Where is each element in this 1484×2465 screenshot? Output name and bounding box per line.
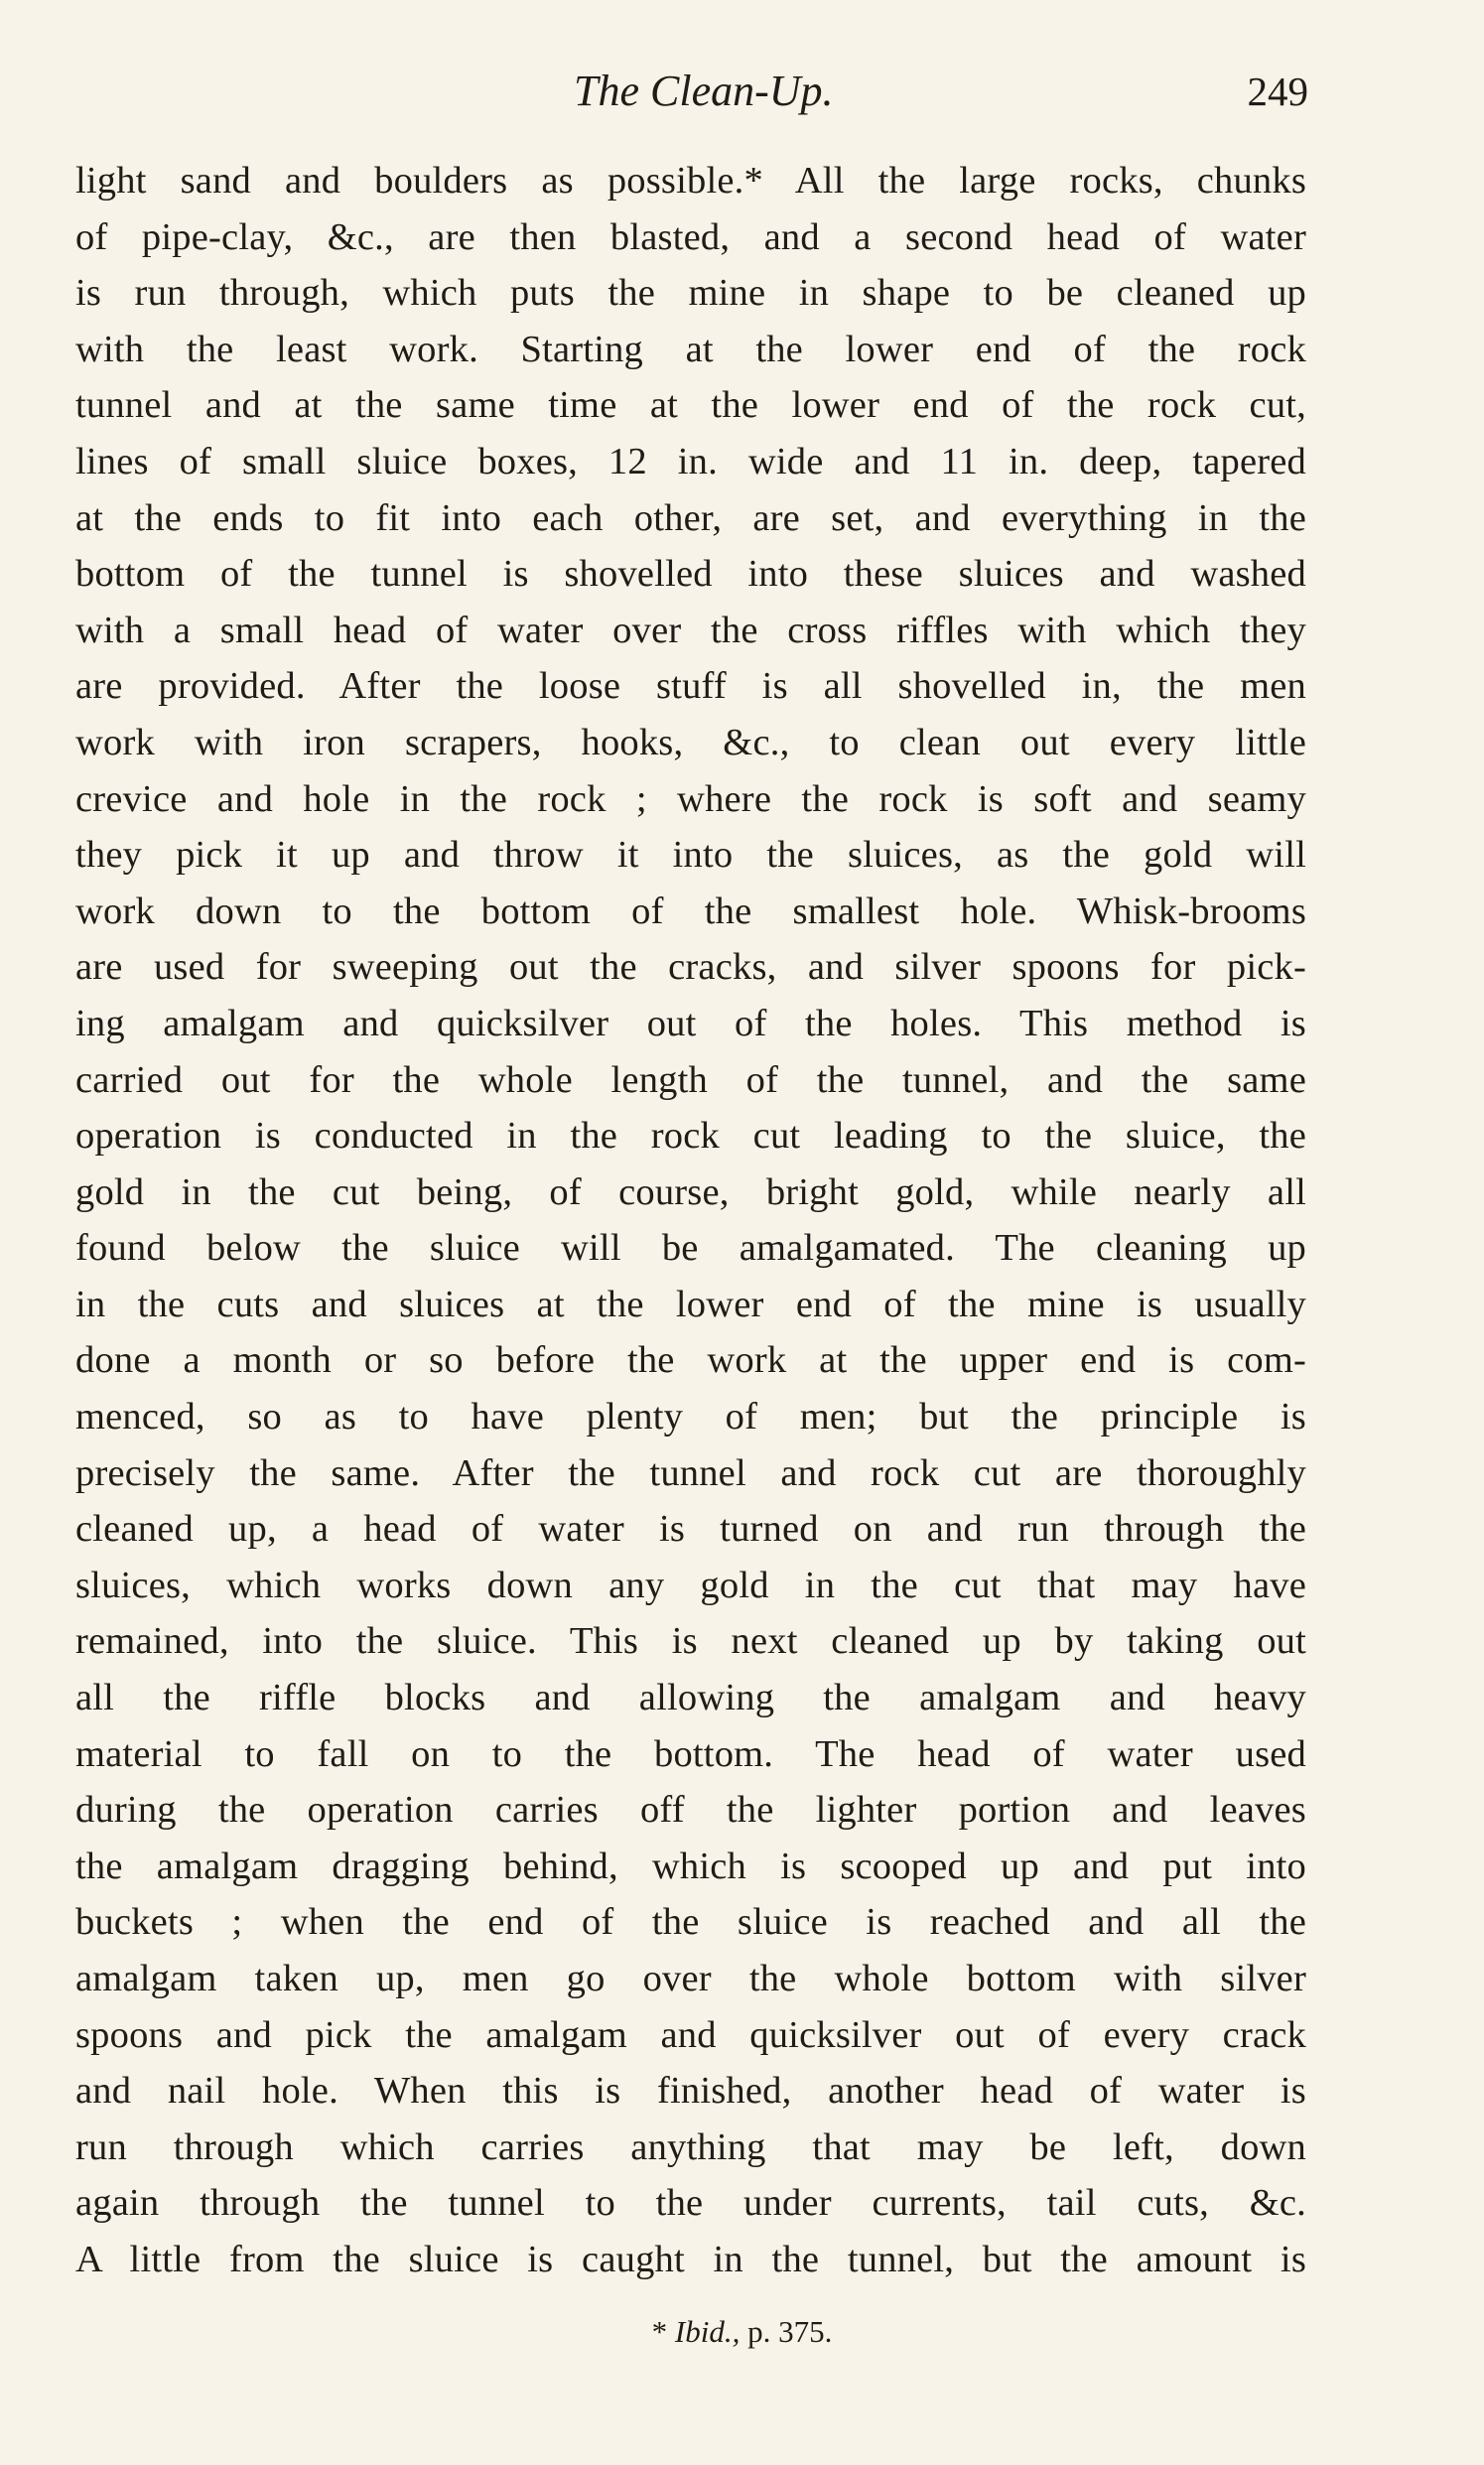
text-line: precisely the same. After the tunnel and rock cut are thoroughly	[75, 1451, 1306, 1494]
text-line: remained, into the sluice. This is next cleaned up by taking out	[75, 1620, 1306, 1663]
text-line: lines of small sluice boxes, 12 in. wide and 11 in. deep, tapered	[75, 440, 1306, 482]
text-line: done a month or so before the work at the upper end is com-	[75, 1339, 1306, 1382]
text-line: and nail hole. When this is finished, another head of water is	[75, 2070, 1306, 2113]
text-line: carried out for the whole length of the tunnel, and the same	[75, 1058, 1306, 1101]
text-line: tunnel and at the same time at the lower end of the rock cut,	[75, 384, 1306, 427]
running-head	[77, 62, 1308, 121]
text-line: material to fall on to the bottom. The head of water used	[75, 1732, 1306, 1775]
text-line: sluices, which works down any gold in the cut that may have	[75, 1564, 1306, 1606]
text-line: they pick it up and throw it into the sluices, as the gold will	[75, 834, 1306, 877]
text-line: light sand and boulders as possible.* All the large rocks, chunks	[75, 160, 1306, 202]
text-line: A little from the sluice is caught in the tunnel, but the amount is	[75, 2238, 1306, 2280]
text-line: crevice and hole in the rock ; where the rock is soft and seamy	[75, 777, 1306, 820]
running-title: The Clean-Up.	[574, 67, 834, 115]
text-line: work down to the bottom of the smallest hole. Whisk-brooms	[75, 890, 1306, 932]
text-line: with the least work. Starting at the lower end of the rock	[75, 328, 1306, 370]
footnote-source: Ibid.,	[674, 2314, 741, 2349]
text-line: with a small head of water over the cross riffles with which they	[75, 609, 1306, 651]
text-line: menced, so as to have plenty of men; but the principle is	[75, 1396, 1306, 1438]
text-line: during the operation carries off the lighter portion and leaves	[75, 1789, 1306, 1832]
text-line: are used for sweeping out the cracks, and silver spoons for pick-	[75, 946, 1306, 989]
text-line: the amalgam dragging behind, which is scooped up and put into	[75, 1845, 1306, 1887]
footnote	[0, 2307, 1484, 2357]
text-line: ing amalgam and quicksilver out of the holes. This method is	[75, 1002, 1306, 1044]
text-line: bottom of the tunnel is shovelled into these sluices and washed	[75, 553, 1306, 596]
text-line: work with iron scrapers, hooks, &c., to clean out every little	[75, 721, 1306, 763]
text-line: found below the sluice will be amalgamated. The cleaning up	[75, 1227, 1306, 1270]
text-line: buckets ; when the end of the sluice is reached and all the	[75, 1901, 1306, 1944]
text-line: in the cuts and sluices at the lower end of the mine is usually	[75, 1283, 1306, 1325]
text-line: at the ends to fit into each other, are set, and everything in the	[75, 496, 1306, 539]
footnote-page-ref: p. 375.	[747, 2314, 833, 2349]
text-line: amalgam taken up, men go over the whole bottom with silver	[75, 1958, 1306, 1999]
text-line: are provided. After the loose stuff is all shovelled in, the men	[75, 665, 1306, 708]
text-line: of pipe-clay, &c., are then blasted, and a second head of water	[75, 215, 1306, 258]
text-line: all the riffle blocks and allowing the amalgam and heavy	[75, 1677, 1306, 1719]
page-number: 249	[1247, 68, 1308, 114]
text-line: run through which carries anything that may be left, down	[75, 2125, 1306, 2168]
text-line: spoons and pick the amalgam and quicksilver out of every crack	[75, 2013, 1306, 2056]
text-line: again through the tunnel to the under currents, tail cuts, &c.	[75, 2182, 1306, 2225]
body-text	[75, 153, 1306, 2288]
text-line: is run through, which puts the mine in shape to be cleaned up	[75, 272, 1306, 315]
text-line: operation is conducted in the rock cut leading to the sluice, the	[75, 1115, 1306, 1158]
footnote-marker: *	[651, 2314, 668, 2349]
text-line: cleaned up, a head of water is turned on and run through the	[75, 1508, 1306, 1551]
text-line: gold in the cut being, of course, bright gold, while nearly all	[75, 1170, 1306, 1213]
